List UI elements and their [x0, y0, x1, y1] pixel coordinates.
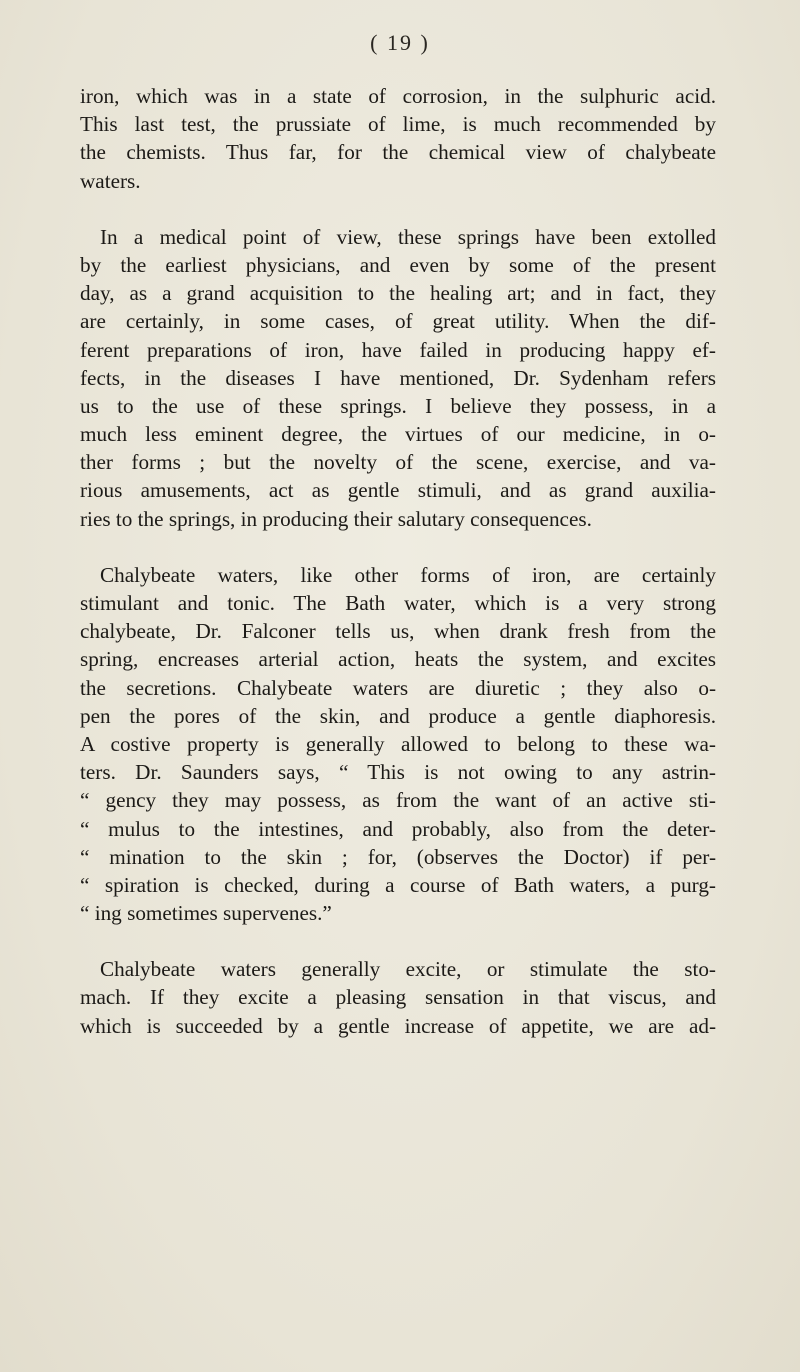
text-column — [80, 82, 716, 1040]
text-line: much less eminent degree, the virtues of our medicine, in o- — [80, 422, 716, 447]
text-line: In a medical point of view, these springs have been extolled — [100, 224, 716, 249]
text-line: ferent preparations of iron, have failed in producing happy ef- — [80, 337, 716, 362]
text-line: chalybeate, Dr. Falconer tells us, when drank fresh from the — [80, 619, 716, 644]
text-line: Chalybeate waters generally excite, or stimulate the sto- — [100, 957, 716, 982]
text-line: A costive property is generally allowed to belong to these wa- — [80, 731, 716, 756]
text-line: ries to the springs, in producing their salutary consequences. — [80, 506, 592, 531]
text-line: “ mulus to the intestines, and probably, also from the deter- — [80, 816, 716, 841]
text-line: “ ing sometimes supervenes.” — [80, 901, 332, 926]
page-number: ( 19 ) — [370, 30, 430, 55]
text-line: fects, in the diseases I have mentioned, Dr. Sydenham refers — [80, 365, 716, 390]
text-line: stimulant and tonic. The Bath water, which is a very strong — [80, 591, 716, 615]
paragraph-stimulant-tonic — [80, 561, 716, 927]
text-line: “ spiration is checked, during a course of Bath waters, a purg- — [80, 872, 716, 897]
text-line: by the earliest physicians, and even by some of the present — [80, 252, 716, 277]
text-line: are certainly, in some cases, of great utility. When the dif- — [80, 309, 716, 334]
text-line: ters. Dr. Saunders says, “ This is not owing to any astrin- — [80, 760, 716, 785]
paragraph-medical-view — [80, 223, 716, 533]
text-line: the chemists. Thus far, for the chemical view of chalybeate — [80, 140, 716, 165]
text-line: waters. — [80, 168, 141, 193]
paragraph-stomach — [80, 955, 716, 1040]
text-line: ther forms ; but the novelty of the scene, exercise, and va- — [80, 450, 716, 475]
text-line: spring, encreases arterial action, heats the system, and excites — [80, 647, 716, 672]
text-line: pen the pores of the skin, and produce a gentle diaphoresis. — [80, 703, 716, 728]
text-line: iron, which was in a state of corrosion, in the sulphuric acid. — [80, 84, 716, 108]
text-line: rious amusements, act as gentle stimuli, and as grand auxilia- — [80, 478, 716, 503]
text-line: us to the use of these springs. I believe they possess, in a — [80, 393, 716, 418]
text-line: the secretions. Chalybeate waters are diuretic ; they also o- — [80, 675, 716, 700]
text-line: “ mination to the skin ; for, (observes the Doctor) if per- — [80, 844, 716, 869]
text-line: which is succeeded by a gentle increase of appetite, we are ad- — [80, 1013, 716, 1038]
text-line: This last test, the prussiate of lime, is much recommended by — [80, 112, 716, 137]
text-line: Chalybeate waters, like other forms of iron, are certainly — [100, 562, 716, 587]
text-line: day, as a grand acquisition to the healing art; and in fact, they — [80, 281, 716, 306]
text-line: “ gency they may possess, as from the want of an active sti- — [80, 788, 716, 813]
text-line: mach. If they excite a pleasing sensation in that viscus, and — [80, 985, 716, 1010]
paragraph-chemical-view — [80, 82, 716, 195]
